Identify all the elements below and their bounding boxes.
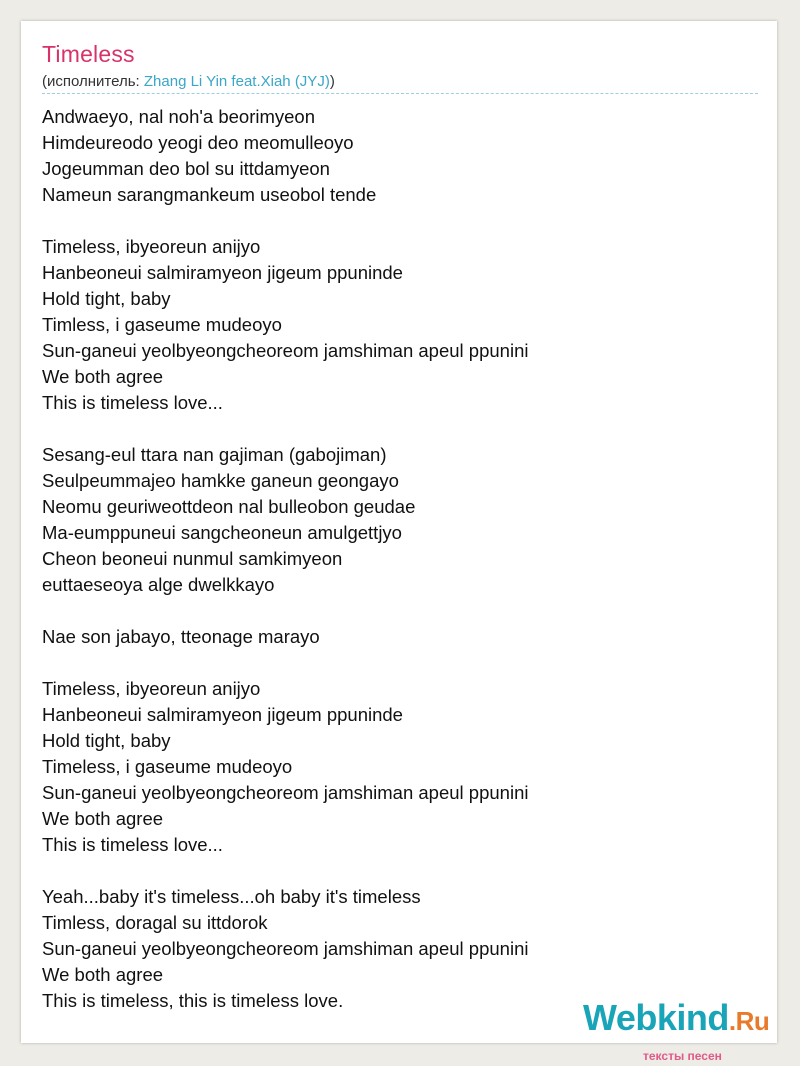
- lyric-line: Timless, i gaseume mudeoyo: [42, 314, 282, 335]
- stanza-break: [42, 858, 528, 884]
- lyric-line: Ma-eumppuneui sangcheoneun amulgettjyo: [42, 522, 402, 543]
- byline-prefix: (исполнитель:: [42, 73, 144, 90]
- lyric-line: Sun-ganeui yeolbyeongcheoreom jamshiman apeul ppunini: [42, 938, 529, 959]
- lyric-line: Yeah...baby it's timeless...oh baby it's timeless: [42, 886, 421, 907]
- lyric-line: Cheon beoneui nunmul samkimyeon: [42, 548, 343, 569]
- lyric-line: Timeless, ibyeoreun anijyo: [42, 678, 261, 699]
- lyric-line: This is timeless love...: [42, 834, 223, 855]
- byline-suffix: ): [329, 73, 335, 90]
- lyric-line: Sun-ganeui yeolbyeongcheoreom jamshiman apeul ppunini: [42, 782, 529, 803]
- lyric-line: This is timeless, this is timeless love.: [42, 990, 344, 1011]
- lyric-line: Hanbeoneui salmiramyeon jigeum ppuninde: [42, 262, 403, 283]
- stanza-break: [42, 416, 528, 442]
- lyric-line: Timeless, ibyeoreun anijyo: [42, 236, 261, 257]
- logo-tld: .Ru: [728, 1006, 770, 1036]
- lyric-line: Andwaeyo, nal noh'a beorimyeon: [42, 106, 315, 127]
- lyric-line: We both agree: [42, 366, 164, 387]
- lyrics-sheet: [21, 21, 777, 1063]
- stanza-break: [42, 208, 528, 234]
- lyric-line: Hold tight, baby: [42, 288, 171, 309]
- lyric-line: Seulpeummajeo hamkke ganeun geongayo: [42, 470, 399, 491]
- song-title: Timeless: [42, 41, 135, 67]
- lyric-line: Sesang-eul ttara nan gajiman (gabojiman): [42, 444, 387, 465]
- lyric-line: Neomu geuriweottdeon nal bulleobon geudae: [42, 496, 416, 517]
- artist-byline: [42, 73, 335, 90]
- stanza-break: [42, 598, 528, 624]
- lyric-line: euttaeseoya alge dwelkkayo: [42, 574, 275, 595]
- stanza-break: [42, 650, 528, 676]
- lyric-line: Jogeumman deo bol su ittdamyeon: [42, 158, 330, 179]
- lyrics-body: [42, 104, 528, 1014]
- lyric-line: This is timeless love...: [42, 392, 223, 413]
- webkind-logo: [583, 996, 783, 1063]
- artist-link[interactable]: Zhang Li Yin feat.Xiah (JYJ): [143, 73, 330, 90]
- lyric-line: Hold tight, baby: [42, 730, 171, 751]
- lyric-line: Timless, doragal su ittdorok: [42, 912, 268, 933]
- logo-wordmark: [583, 996, 769, 1043]
- lyric-line: Himdeureodo yeogi deo meomulleoyo: [42, 132, 354, 153]
- dashed-divider: [42, 93, 758, 94]
- lyric-line: Timeless, i gaseume mudeoyo: [42, 756, 293, 777]
- lyric-line: Nameun sarangmankeum useobol tende: [42, 184, 377, 205]
- lyric-line: Sun-ganeui yeolbyeongcheoreom jamshiman apeul ppunini: [42, 340, 529, 361]
- lyric-line: We both agree: [42, 808, 164, 829]
- lyric-line: Hanbeoneui salmiramyeon jigeum ppuninde: [42, 704, 403, 725]
- lyric-line: Nae son jabayo, tteonage marayo: [42, 626, 320, 647]
- lyric-line: We both agree: [42, 964, 164, 985]
- logo-name: Webkind: [583, 997, 729, 1038]
- logo-tagline: тексты песен: [643, 1049, 722, 1063]
